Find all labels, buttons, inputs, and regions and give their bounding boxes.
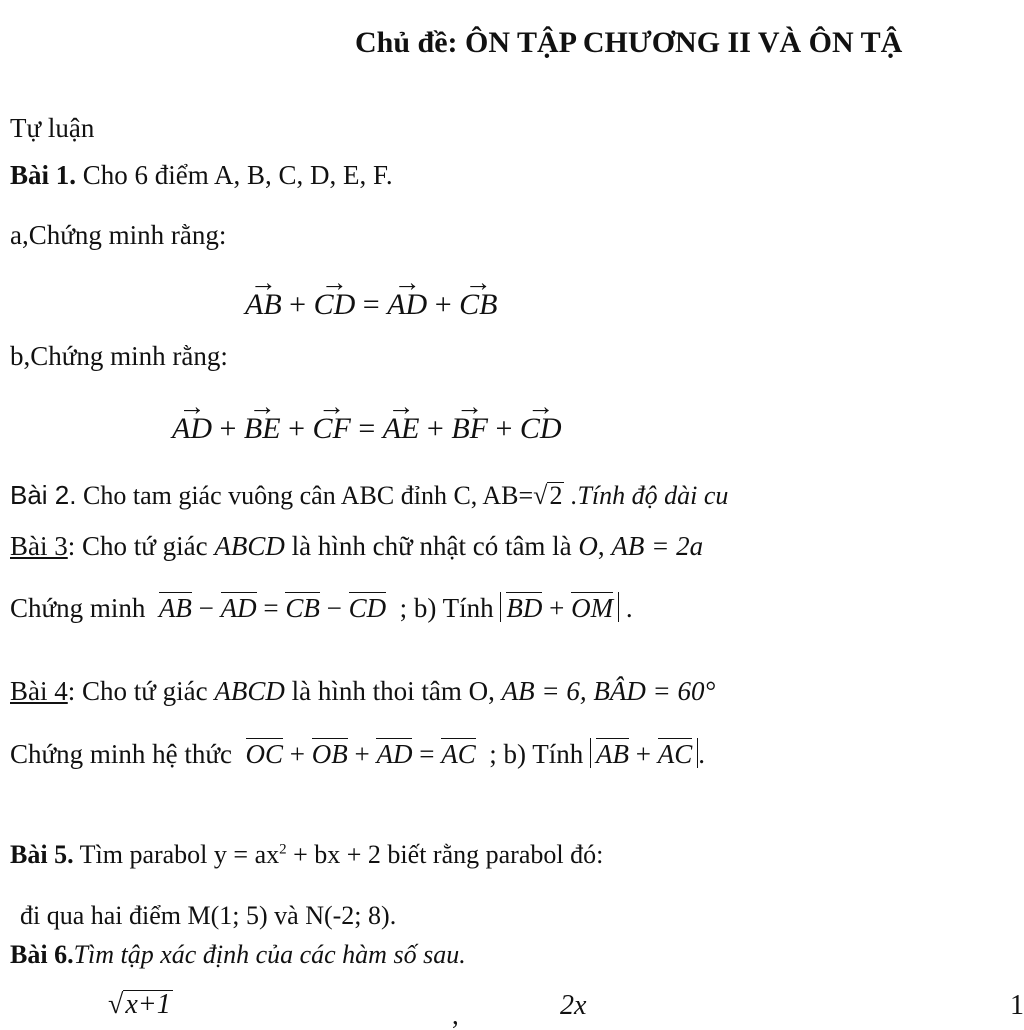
separator-comma: , [452, 1000, 459, 1030]
vector-be: → BE [244, 414, 281, 444]
vector-ac: AC [657, 739, 693, 769]
center-point: O [578, 531, 598, 561]
vector-ad: → AD [387, 290, 427, 320]
vector-oc: OC [245, 739, 284, 769]
exercise-6-label: Bài 6. [10, 940, 74, 969]
end-dot: . [625, 593, 633, 623]
exercise-5-text: Tìm parabol y = ax [79, 840, 280, 869]
exercise-2-label: Bài 2. [10, 480, 77, 510]
exercise-5-statement [10, 842, 603, 868]
magnitude-expression: BD + OM [500, 592, 619, 622]
function-3-numerator: 1 [1010, 990, 1024, 1021]
exercise-5-label: Bài 5. [10, 840, 74, 869]
vector-cd: → CD [314, 290, 356, 320]
exercise-3-prove-label: Chứng minh [10, 593, 146, 623]
side-length-equation: AB = 2a [611, 531, 704, 561]
vector-ob: OB [311, 739, 348, 769]
vector-bd: BD [506, 593, 543, 623]
vector-cf: → CF [313, 414, 351, 444]
exercise-1-statement [10, 162, 393, 189]
side-length-equation: AB = 6, [501, 676, 587, 706]
exercise-5-condition: đi qua hai điểm M(1; 5) và N(-2; 8). [20, 901, 397, 930]
exercise-1-label: Bài 1. [10, 160, 77, 190]
vector-cd: → CD [520, 414, 562, 444]
vector-cb: CB [285, 593, 320, 623]
vector-cb: → CB [459, 290, 497, 320]
quadrilateral-name: ABCD [214, 531, 285, 561]
vector-ae: → AE [383, 414, 420, 444]
quadrilateral-name: ABCD [214, 676, 285, 706]
vector-ab: AB [158, 593, 192, 623]
magnitude-expression: AB + AC [590, 738, 698, 768]
exercise-3-part-b: ; b) Tính [399, 593, 494, 623]
vector-ad: → AD [172, 414, 212, 444]
exercise-5-text-2: + bx + 2 biết rằng parabol đó: [293, 840, 604, 869]
exercise-4-statement [10, 678, 715, 705]
exercise-2-tail: .Tính độ dài cu [570, 481, 729, 510]
angle-equation: BÂD = 60° [593, 676, 716, 706]
exercise-6-statement [10, 942, 466, 968]
exercise-1b-equation: → AD + → BE + → CF = → AE + → BF + → CD [172, 414, 562, 444]
vector-om: OM [571, 593, 614, 623]
section-heading: Tự luận [10, 113, 95, 143]
separator-comma: , [597, 531, 605, 561]
exercise-2-statement [10, 482, 728, 509]
exercise-1a-label: a,Chứng minh rằng: [10, 220, 227, 250]
sqrt-radicand: x+1 [125, 989, 171, 1020]
exercise-4-text-2: là hình thoi tâm O, [291, 676, 495, 706]
vector-ac: AC [441, 739, 476, 769]
exercise-4-text: : Cho tứ giác [67, 676, 208, 706]
function-1-numerator [108, 990, 173, 1019]
exercise-3-text: : Cho tứ giác [67, 531, 208, 561]
function-2-numerator: 2x [560, 990, 587, 1021]
exercise-4-prove-label: Chứng minh hệ thức [10, 739, 232, 769]
vector-ab: → AB [245, 290, 282, 320]
sqrt-sign: √ [108, 989, 124, 1020]
end-dot: . [698, 739, 705, 769]
exercise-4-label: Bài 4 [10, 676, 68, 706]
vector-ab: AB [595, 739, 629, 769]
sqrt-sign: √ [533, 481, 548, 510]
exponent: 2 [279, 841, 287, 858]
exercise-2-text: Cho tam giác vuông cân ABC đỉnh C, AB= [83, 481, 534, 510]
sqrt-radicand: 2 [549, 481, 563, 510]
vector-bf: → BF [451, 414, 488, 444]
exercise-3-tasks: Chứng minh AB − AD = CB − CD ; b) Tính BD + OM . [10, 593, 633, 623]
exercise-3-label: Bài 3 [10, 531, 68, 561]
exercise-1a-equation: → AB + → CD = → AD + → CB [245, 290, 497, 320]
exercise-3-statement [10, 533, 703, 560]
exercise-1-text: Cho 6 điểm A, B, C, D, E, F. [82, 160, 393, 190]
vector-ad: AD [376, 739, 413, 769]
exercise-3-text-2: là hình chữ nhật có tâm là [291, 531, 572, 561]
exercise-4-tasks: Chứng minh hệ thức OC + OB + AD = AC ; b) Tính AB + AC . [10, 739, 705, 769]
exercise-4-part-b: ; b) Tính [489, 739, 584, 769]
vector-cd: CD [348, 593, 387, 623]
page-title: Chủ đề: ÔN TẬP CHƯƠNG II VÀ ÔN TẬ [355, 26, 903, 59]
exercise-6-text: Tìm tập xác định của các hàm số sau. [73, 940, 466, 969]
exercise-1b-label: b,Chứng minh rằng: [10, 341, 228, 371]
vector-ad: AD [220, 593, 257, 623]
